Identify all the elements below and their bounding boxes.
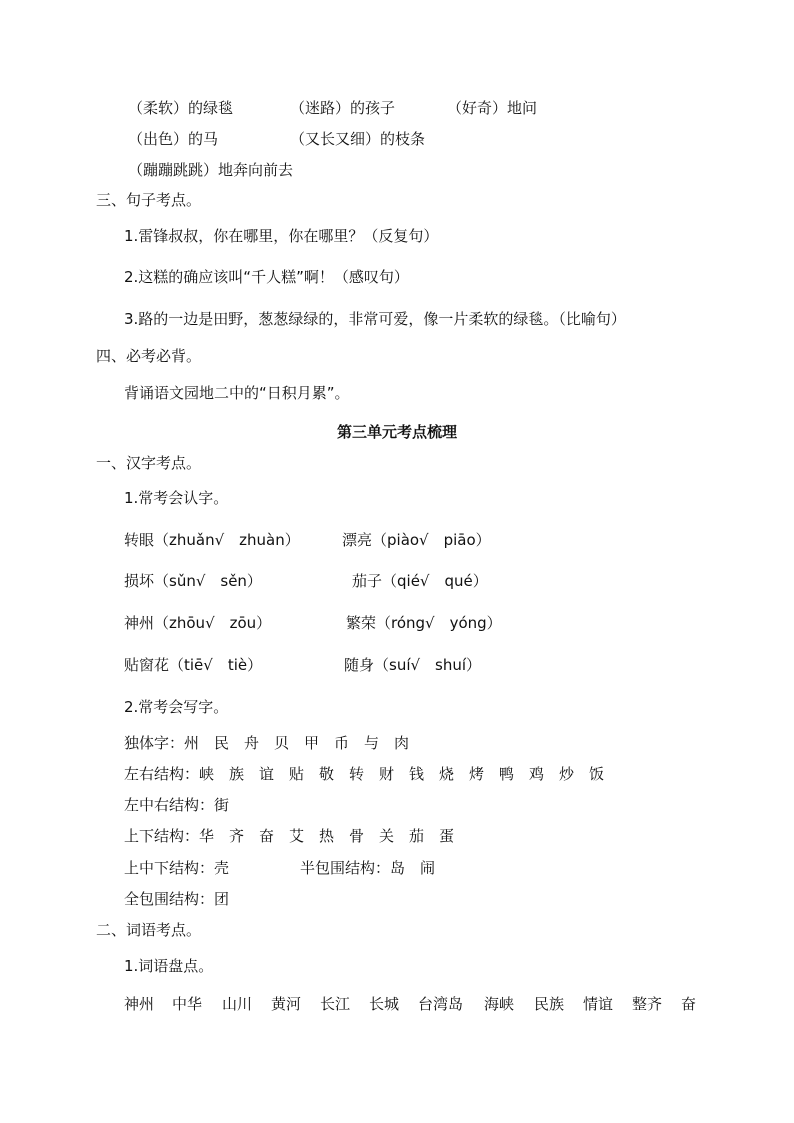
sentence-1: 1.雷锋叔叔，你在哪里，你在哪里？（反复句） bbox=[124, 227, 439, 245]
pinyin-item: 损坏（sǔn√ sěn） bbox=[124, 572, 262, 590]
unit3-title: 第三单元考点梳理 bbox=[336, 423, 457, 441]
recite-text: 背诵语文园地二中的“日积月累”。 bbox=[124, 384, 350, 402]
word: 民族 bbox=[534, 995, 565, 1013]
structure-label: 左右结构： bbox=[124, 765, 200, 783]
structure-chars: 街 bbox=[214, 796, 230, 814]
structure-label: 左中右结构： bbox=[124, 796, 215, 814]
structure-label: 半包围结构： bbox=[300, 859, 391, 877]
word: 整齐 bbox=[632, 995, 663, 1013]
phrase-1: （柔软）的绿毯 bbox=[128, 99, 234, 117]
structure-row bbox=[124, 858, 229, 878]
word: 长江 bbox=[320, 995, 351, 1013]
sub-heading-write: 2.常考会写字。 bbox=[124, 698, 229, 716]
word: 神州 bbox=[124, 995, 155, 1013]
structure-label: 独体字： bbox=[124, 734, 185, 752]
phrase-4: （出色）的马 bbox=[128, 130, 219, 148]
sentence-3: 3.路的一边是田野，葱葱绿绿的，非常可爱，像一片柔软的绿毯。（比喻句） bbox=[124, 310, 626, 328]
structure-chars: 峡 族 谊 贴 敬 转 财 钱 烧 烤 鸭 鸡 炒 饭 bbox=[199, 765, 605, 783]
word: 山川 bbox=[222, 995, 253, 1013]
structure-row bbox=[300, 858, 435, 878]
structure-row bbox=[124, 889, 229, 909]
phrase-2: （迷路）的孩子 bbox=[290, 99, 396, 117]
sub-heading-recognize: 1.常考会认字。 bbox=[124, 489, 229, 507]
pinyin-item: 茄子（qié√ qué） bbox=[352, 572, 488, 590]
structure-chars: 岛 闹 bbox=[390, 859, 436, 877]
word: 情谊 bbox=[583, 995, 614, 1013]
section-3-title: 三、句子考点。 bbox=[96, 191, 202, 209]
pinyin-item: 繁荣（róng√ yóng） bbox=[346, 614, 502, 632]
phrase-5: （又长又细）的枝条 bbox=[290, 130, 426, 148]
unit3-section2-title: 二、词语考点。 bbox=[96, 921, 202, 939]
unit3-section1-title: 一、汉字考点。 bbox=[96, 454, 202, 472]
word: 台湾岛 bbox=[418, 995, 464, 1013]
section-4-title: 四、必考必背。 bbox=[96, 347, 202, 365]
word: 黄河 bbox=[271, 995, 302, 1013]
word: 长城 bbox=[369, 995, 400, 1013]
pinyin-item: 转眼（zhuǎn√ zhuàn） bbox=[124, 531, 300, 549]
pinyin-item: 漂亮（piào√ piāo） bbox=[342, 531, 491, 549]
phrase-3: （好奇）地问 bbox=[447, 99, 538, 117]
structure-row bbox=[124, 826, 454, 846]
structure-chars: 州 民 舟 贝 甲 币 与 肉 bbox=[184, 734, 410, 752]
sentence-2: 2.这糕的确应该叫“千人糕”啊！（感叹句） bbox=[124, 268, 409, 286]
structure-label: 全包围结构： bbox=[124, 890, 215, 908]
structure-chars: 团 bbox=[214, 890, 230, 908]
word: 中华 bbox=[172, 995, 203, 1013]
word: 奋 bbox=[681, 995, 697, 1013]
pinyin-item: 随身（suí√ shuí） bbox=[344, 656, 482, 674]
word: 海峡 bbox=[484, 995, 515, 1013]
pinyin-item: 贴窗花（tiē√ tiè） bbox=[124, 656, 263, 674]
sub-heading-words: 1.词语盘点。 bbox=[124, 957, 214, 975]
structure-row bbox=[124, 733, 409, 753]
structure-label: 上下结构： bbox=[124, 827, 200, 845]
structure-chars: 华 齐 奋 艾 热 骨 关 茄 蛋 bbox=[199, 827, 455, 845]
structure-chars: 壳 bbox=[214, 859, 230, 877]
structure-label: 上中下结构： bbox=[124, 859, 215, 877]
phrase-6: （蹦蹦跳跳）地奔向前去 bbox=[128, 161, 294, 179]
structure-row bbox=[124, 764, 604, 784]
pinyin-item: 神州（zhōu√ zōu） bbox=[124, 614, 272, 632]
structure-row bbox=[124, 795, 229, 815]
